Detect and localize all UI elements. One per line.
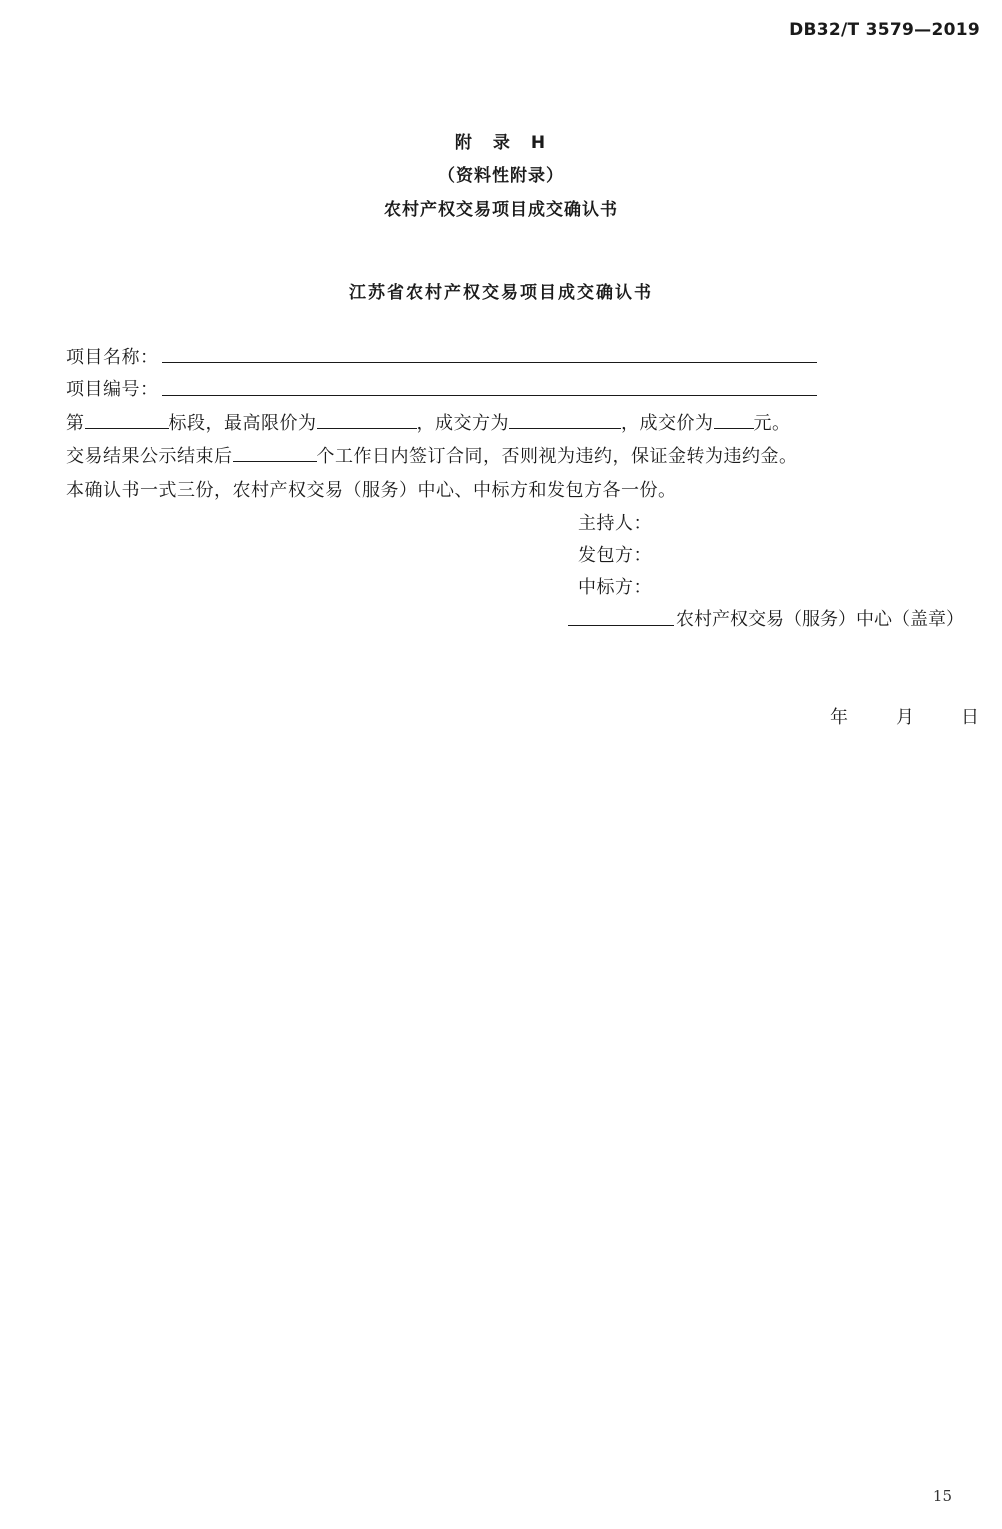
contractor-label: 发包方： <box>578 545 652 566</box>
page-number: 15 <box>932 1487 952 1505</box>
bid-winner-text: ，成交方为 <box>416 413 509 434</box>
segment-number-field[interactable] <box>85 412 169 429</box>
date-year: 年 <box>830 707 848 728</box>
project-name-field[interactable] <box>162 362 817 363</box>
center-stamp-label: 农村产权交易（服务）中心（盖章） <box>676 609 964 630</box>
date-day: 日 <box>961 707 979 728</box>
bid-price-text: ，成交价为 <box>621 413 714 434</box>
bid-segment-text: 标段，最高限价为 <box>168 413 317 434</box>
project-name-label: 项目名称： <box>66 347 159 368</box>
contract-suffix: 个工作日内签订合同，否则视为违约，保证金转为违约金。 <box>316 446 798 467</box>
winner-field[interactable] <box>509 412 621 429</box>
host-label: 主持人： <box>578 513 652 534</box>
project-code-label: 项目编号： <box>66 379 159 400</box>
deal-price-field[interactable] <box>714 412 754 429</box>
copies-statement: 本确认书一式三份，农村产权交易（服务）中心、中标方和发包方各一份。 <box>66 480 677 501</box>
contract-prefix: 交易结果公示结束后 <box>66 446 233 467</box>
project-code-field[interactable] <box>162 395 817 396</box>
working-days-field[interactable] <box>233 445 317 462</box>
appendix-type: （资料性附录） <box>438 166 564 186</box>
bidder-label: 中标方： <box>578 577 652 598</box>
standard-code: DB32/T 3579—2019 <box>789 20 980 40</box>
appendix-label: 附 录 H <box>454 133 548 153</box>
appendix-title: 农村产权交易项目成交确认书 <box>384 200 618 220</box>
bid-prefix: 第 <box>66 413 85 434</box>
form-title: 江苏省农村产权交易项目成交确认书 <box>349 283 653 303</box>
bid-suffix: 元。 <box>753 413 791 434</box>
contract-terms-line <box>66 442 798 468</box>
center-name-field[interactable] <box>568 625 674 626</box>
bid-terms-line <box>66 409 791 435</box>
date-month: 月 <box>896 707 914 728</box>
max-price-field[interactable] <box>317 412 417 429</box>
